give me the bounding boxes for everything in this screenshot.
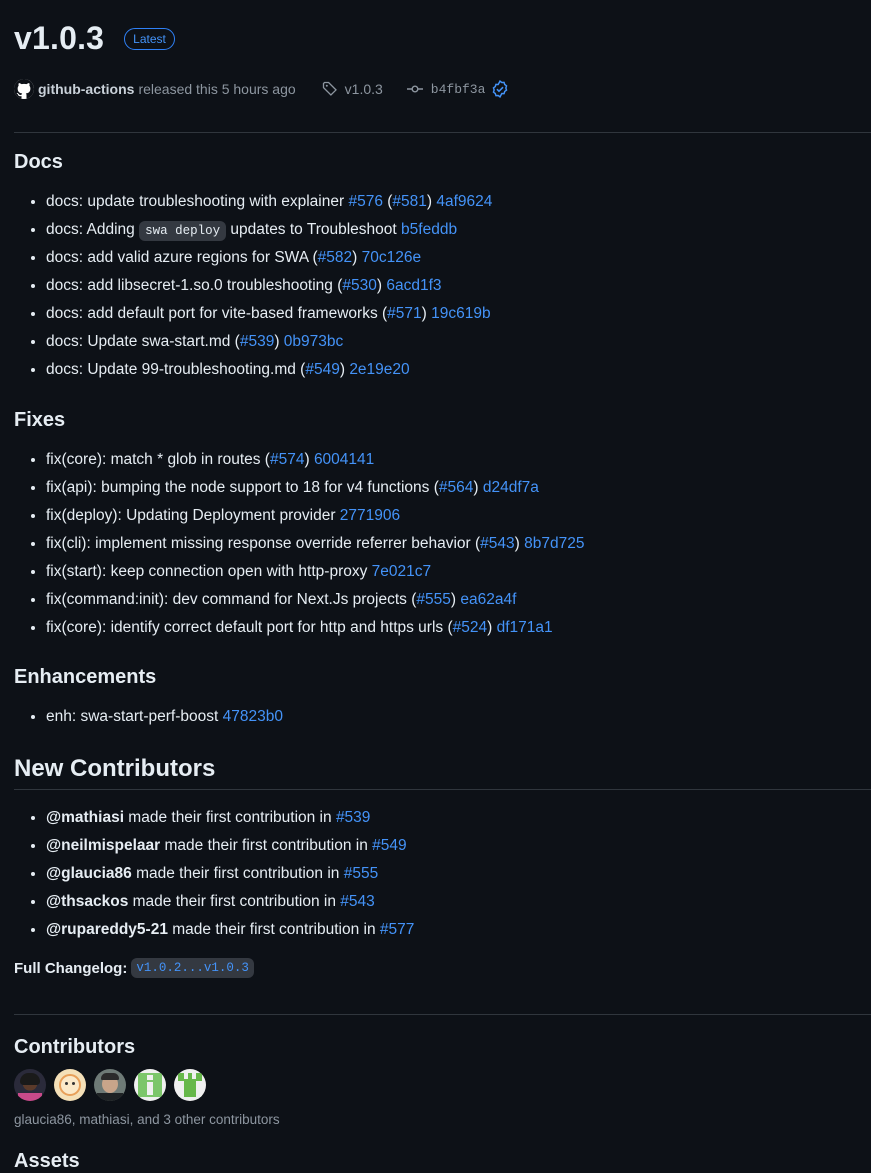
avatar[interactable]	[54, 1069, 86, 1101]
enhancements-heading: Enhancements	[14, 666, 157, 688]
item-text: (	[382, 193, 393, 210]
pr-link[interactable]: #549	[305, 361, 340, 378]
release-time: released this 5 hours ago	[138, 81, 296, 97]
item-text: fix(cli): implement missing response override referrer behavior (	[46, 535, 481, 552]
commit-sha: b4fbf3a	[430, 81, 486, 97]
avatar[interactable]	[174, 1069, 206, 1101]
list-item	[46, 703, 283, 731]
list-item	[46, 244, 492, 272]
item-text: )	[304, 451, 314, 468]
inline-code: swa deploy	[139, 221, 226, 241]
item-text: made their first contribution in	[160, 837, 373, 854]
item-text: fix(core): match * glob in routes (	[46, 451, 270, 468]
item-text: docs: Update swa-start.md (	[46, 333, 240, 350]
github-icon	[14, 79, 34, 99]
pr-link[interactable]: #543	[480, 535, 515, 552]
list-item	[46, 446, 584, 474]
pr-link[interactable]: #543	[340, 893, 375, 910]
item-text: )	[426, 193, 437, 210]
commit-link[interactable]: 6acd1f3	[386, 277, 442, 294]
list-item	[46, 356, 492, 384]
pr-link[interactable]: #582	[317, 249, 353, 266]
pr-link[interactable]: #539	[335, 809, 371, 826]
item-text: )	[473, 479, 483, 496]
commit-link[interactable]: b5feddb	[401, 221, 458, 238]
list-item	[46, 474, 584, 502]
user-mention[interactable]: @mathiasi	[46, 809, 124, 826]
latest-badge: Latest	[124, 28, 175, 50]
tag-icon	[322, 81, 338, 97]
tag-name: v1.0.3	[344, 81, 383, 97]
item-text: docs: Update 99-troubleshooting.md (	[46, 361, 306, 378]
list-item	[46, 860, 414, 888]
pr-link[interactable]: #555	[343, 865, 379, 882]
avatar[interactable]	[14, 1069, 46, 1101]
item-text: )	[421, 305, 432, 322]
list-item	[46, 188, 492, 216]
fixes-list	[14, 446, 584, 642]
release-title[interactable]: v1.0.3	[14, 20, 105, 56]
list-item	[46, 502, 584, 530]
item-text: )	[339, 361, 350, 378]
item-text: docs: add valid azure regions for SWA (	[46, 249, 318, 266]
pr-link[interactable]: #555	[416, 591, 451, 608]
header-divider	[14, 132, 871, 133]
commit-link[interactable]: 19c619b	[431, 305, 491, 322]
pr-link[interactable]: #524	[452, 619, 488, 636]
list-item	[46, 888, 414, 916]
item-text: )	[514, 535, 525, 552]
github-actions-avatar[interactable]	[14, 79, 34, 99]
item-text: updates to Troubleshoot	[226, 221, 402, 238]
new-contributors-list	[14, 804, 414, 944]
list-item	[46, 530, 584, 558]
item-text: fix(api): bumping the node support to 18 for v4 functions (	[46, 479, 439, 496]
list-item	[46, 272, 492, 300]
fixes-heading: Fixes	[14, 409, 66, 431]
release-meta	[14, 79, 509, 99]
pr-link[interactable]: #530	[342, 277, 377, 294]
commit-link[interactable]: d24df7a	[482, 479, 539, 496]
contributors-heading: Contributors	[14, 1036, 136, 1058]
commit-link[interactable]: df171a1	[496, 619, 553, 636]
list-item	[46, 586, 584, 614]
enhancements-list	[14, 703, 283, 731]
commit-link[interactable]	[407, 80, 510, 98]
item-text: docs: Adding	[46, 221, 140, 238]
item-text: docs: update troubleshooting with explainer	[46, 193, 349, 210]
new-contributors-heading: New Contributors	[14, 755, 216, 782]
pr-link[interactable]: #577	[379, 921, 415, 938]
commit-link[interactable]: 4af9624	[436, 193, 493, 210]
commit-link[interactable]: 2e19e20	[349, 361, 410, 378]
contributor-avatars	[14, 1069, 214, 1101]
item-text: docs: add default port for vite-based frameworks (	[46, 305, 388, 322]
item-text: )	[352, 249, 362, 266]
commit-link[interactable]: 8b7d725	[524, 535, 585, 552]
user-mention[interactable]: @glaucia86	[46, 865, 132, 882]
list-item	[46, 300, 492, 328]
pr-link[interactable]: #574	[269, 451, 305, 468]
item-text: )	[450, 591, 461, 608]
full-changelog	[14, 958, 254, 978]
user-mention[interactable]: @neilmispelaar	[46, 837, 161, 854]
list-item	[46, 916, 414, 944]
item-text: fix(start): keep connection open with http-proxy	[46, 563, 372, 580]
pr-link[interactable]: #571	[387, 305, 422, 322]
pr-link[interactable]: #549	[372, 837, 407, 854]
changelog-colon: :	[122, 959, 128, 977]
list-item	[46, 614, 584, 642]
item-text: )	[487, 619, 497, 636]
commit-link[interactable]: ea62a4f	[460, 591, 517, 608]
changelog-compare-link[interactable]: v1.0.2...v1.0.3	[131, 958, 254, 978]
commit-link[interactable]: 47823b0	[222, 708, 283, 725]
commit-link[interactable]: 70c126e	[361, 249, 422, 266]
tag-link[interactable]	[322, 81, 383, 97]
changelog-label: Full Changelog	[14, 959, 123, 977]
item-text: made their first contribution in	[124, 809, 336, 826]
item-text: fix(deploy): Updating Deployment provider	[46, 507, 340, 524]
item-text: docs: add libsecret-1.so.0 troubleshooting (	[46, 277, 343, 294]
pr-link[interactable]: #564	[438, 479, 474, 496]
item-text: fix(command:init): dev command for Next.Js projects (	[46, 591, 417, 608]
avatar[interactable]	[134, 1069, 166, 1101]
list-item	[46, 804, 414, 832]
item-text: enh: swa-start-perf-boost	[46, 708, 223, 725]
commit-link[interactable]: 6004141	[313, 451, 375, 468]
release-header	[14, 20, 175, 57]
pr-link[interactable]: #539	[239, 333, 275, 350]
assets-heading: Assets	[14, 1150, 80, 1172]
docs-heading: Docs	[14, 151, 63, 173]
release-author[interactable]: github-actions	[38, 81, 135, 97]
item-text: made their first contribution in	[128, 893, 341, 910]
list-item	[46, 832, 414, 860]
commit-icon	[407, 81, 423, 97]
contributors-summary[interactable]: glaucia86, mathiasi, and 3 other contributors	[14, 1112, 280, 1127]
item-text: )	[274, 333, 284, 350]
user-mention[interactable]: @thsackos	[46, 893, 129, 910]
docs-list	[14, 188, 492, 384]
user-mention[interactable]: @rupareddy5-21	[46, 921, 168, 938]
item-text: made their first contribution in	[167, 921, 380, 938]
item-text: made their first contribution in	[131, 865, 344, 882]
avatar[interactable]	[94, 1069, 126, 1101]
body-divider	[14, 1014, 871, 1015]
list-item	[46, 558, 584, 586]
new-contributors-divider	[14, 789, 871, 790]
pr-link[interactable]: #581	[392, 193, 427, 210]
verified-icon	[491, 80, 509, 98]
commit-link[interactable]: 2771906	[339, 507, 401, 524]
list-item	[46, 328, 492, 356]
item-text: )	[376, 277, 387, 294]
pr-link[interactable]: #576	[348, 193, 383, 210]
commit-link[interactable]: 7e021c7	[371, 563, 432, 580]
item-text: fix(core): identify correct default port for http and https urls (	[46, 619, 453, 636]
commit-link[interactable]: 0b973bc	[283, 333, 344, 350]
list-item	[46, 216, 492, 244]
